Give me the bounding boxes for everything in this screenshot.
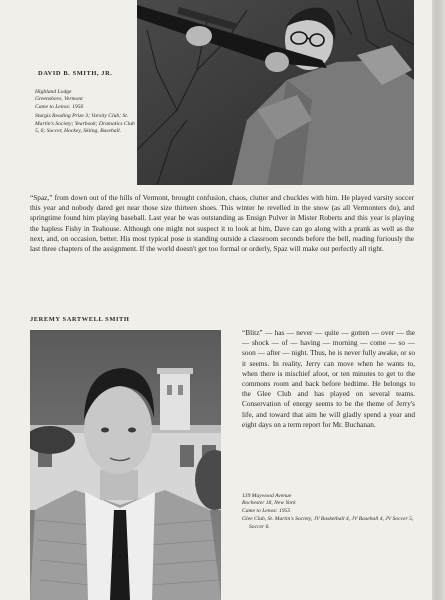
address-line: Rochester 18, New York bbox=[242, 500, 296, 507]
student-info bbox=[35, 89, 135, 135]
portrait-photo-icon bbox=[137, 0, 414, 185]
student-info bbox=[242, 493, 415, 531]
address-line: Highland Lodge bbox=[35, 89, 72, 95]
came-to-lenox: Came to Lenox: 1955 bbox=[242, 507, 291, 514]
student-photo-portrait bbox=[30, 330, 221, 600]
address-line: 139 Maywood Avenue bbox=[242, 493, 292, 499]
address-line: Greensboro, Vermont bbox=[35, 96, 83, 103]
activities-list: Sturgis Reading Prize 3; Varsity Club; St. Martin's Society; Yearbook; Dramatics Club 5, 6; Soccer, Hockey, Skiing, Baseball. bbox=[35, 113, 135, 135]
page-edge bbox=[432, 0, 445, 600]
student-biography: “Spaz,” from down out of the hills of Vermont, brought confusion, chaos, clutter and chuckles with him. He played varsity soccer this year and nobody dared get near those size thirteen shoes. This winter he revelled in the snow (as all Vermonters do), and springtime found him playing baseball. Last year he was outstanding as Ensign Pulver in Mister Roberts and this year is playing the hapless Fishy in Teahouse. Although one might not suspect it to look at him, Dave can go along with a prank as well as the next, and, on occasion, better. His most typical pose is standing outside a classroom seconds before the bell, reading furiously the last three chapters of the assignment. If the world doesn't get too formal or orderly, Spaz will make out perfectly all right. bbox=[30, 193, 414, 254]
student-photo-rifle bbox=[137, 0, 414, 185]
portrait-photo-icon bbox=[30, 330, 221, 600]
student-name: DAVID B. SMITH, JR. bbox=[38, 70, 113, 77]
came-to-lenox: Came to Lenox: 1956 bbox=[35, 103, 84, 110]
student-name: JEREMY SARTWELL SMITH bbox=[30, 316, 130, 323]
student-biography: “Blitz” — has — never — quite — gotten — over — the — shock — of — having — morning — come — so — soon — after — night. Thus, he is never fully awake, or so it seems. In reality, Jerry can move when he wants to, when there is mischief afoot, or ten minutes to get to the commons room and back before bedtime. He belongs to the Glee Club and has played on several teams. Conservation of energy seems to be the theme of Jerry's life, and toward that aim he will gladly spend a year and eight days on a term report for Mr. Buchanan. bbox=[242, 328, 415, 429]
activities-list: Glee Club, St. Martin's Society, JV Basketball 4, JV Baseball 4, JV Soccer 5, Soccer 6. bbox=[242, 516, 414, 530]
